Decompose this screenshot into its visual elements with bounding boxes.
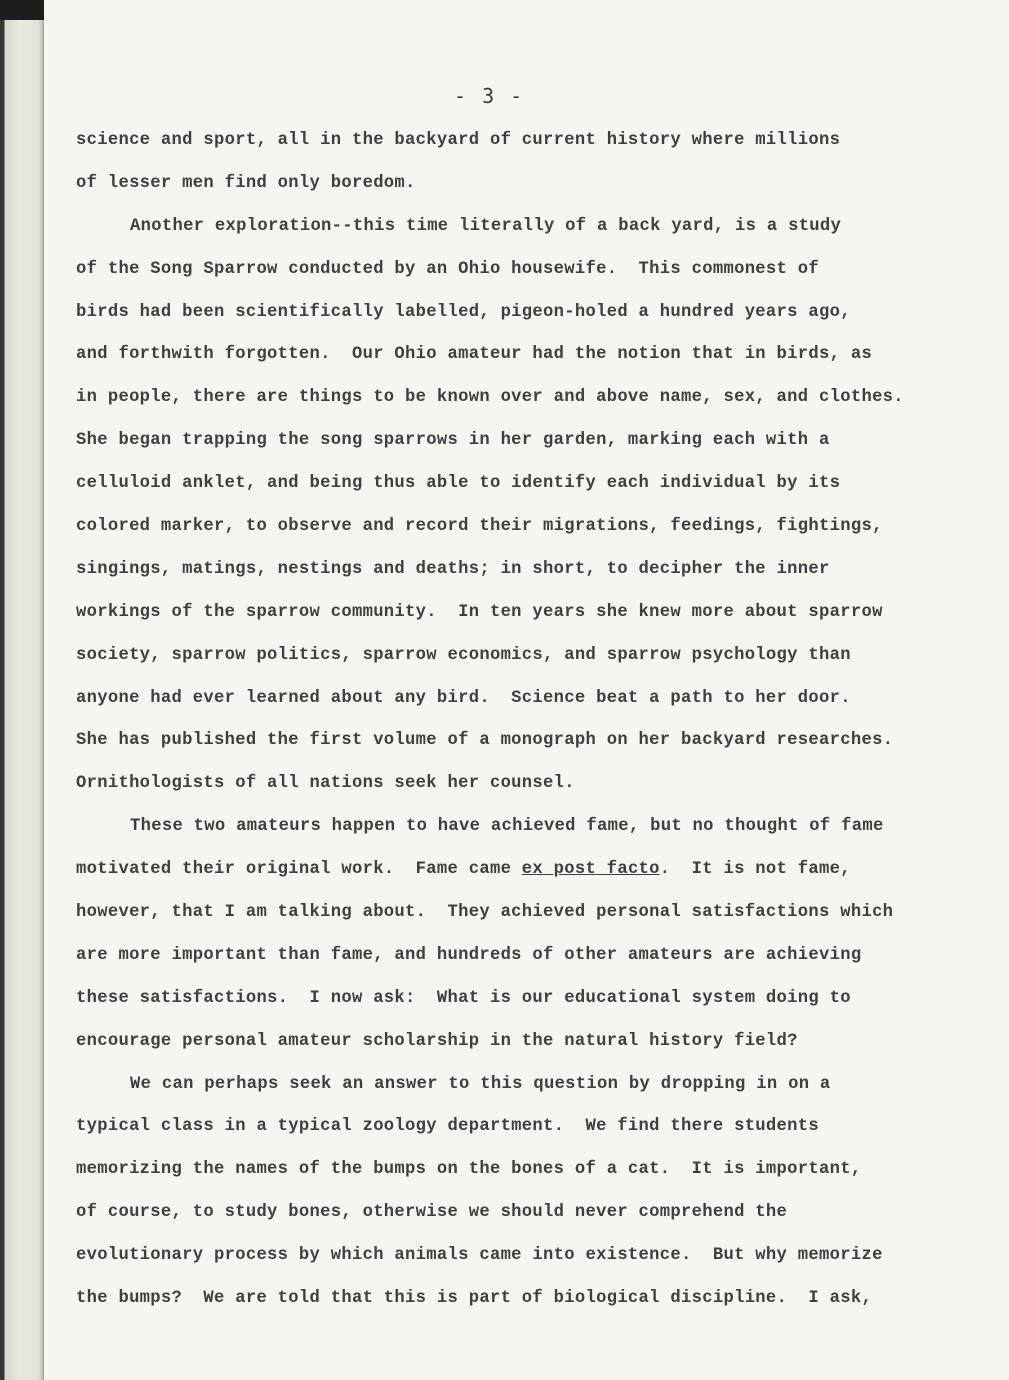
text-line: workings of the sparrow community. In ten years she knew more about sparrow <box>76 602 883 622</box>
text-line: These two amateurs happen to have achieved fame, but no thought of fame <box>130 817 884 837</box>
text-line: in people, there are things to be known over and above name, sex, and clothes. <box>76 388 904 408</box>
text-line: and forthwith forgotten. Our Ohio amateur had the notion that in birds, as <box>76 345 873 365</box>
underlined-phrase: ex post facto <box>521 860 660 880</box>
text-line: She began trapping the song sparrows in her garden, marking each with a <box>76 431 830 451</box>
text-line: however, that I am talking about. They achieved personal satisfactions which <box>76 903 894 923</box>
text-segment: . It is not fame, <box>659 860 851 880</box>
text-line: Another exploration--this time literally of a back yard, is a study <box>130 216 842 236</box>
text-line: the bumps? We are told that this is part of biological discipline. I ask, <box>76 1289 873 1309</box>
text-line: Ornithologists of all nations seek her counsel. <box>76 774 575 794</box>
text-line <box>76 849 976 892</box>
text-line: colored marker, to observe and record their migrations, feedings, fightings, <box>76 517 883 537</box>
text-line: memorizing the names of the bumps on the bones of a cat. It is important, <box>76 1160 862 1180</box>
typed-page <box>44 0 1009 1380</box>
text-line: celluloid anklet, and being thus able to identify each individual by its <box>76 474 841 494</box>
text-line: society, sparrow politics, sparrow economics, and sparrow psychology than <box>76 645 851 665</box>
text-line: We can perhaps seek an answer to this question by dropping in on a <box>130 1074 831 1094</box>
text-line: science and sport, all in the backyard of current history where millions <box>76 131 841 150</box>
text-line: singings, matings, nestings and deaths; in short, to decipher the inner <box>76 559 830 579</box>
text-line: these satisfactions. I now ask: What is our educational system doing to <box>76 988 851 1008</box>
text-line: anyone had ever learned about any bird. Science beat a path to her door. <box>76 688 851 708</box>
page-number: - 3 - <box>454 84 525 108</box>
text-line: She has published the first volume of a monograph on her backyard researches. <box>76 731 894 751</box>
text-line: of lesser men find only boredom. <box>76 173 416 193</box>
book-binding-edge <box>0 0 44 1380</box>
text-line: of course, to study bones, otherwise we should never comprehend the <box>76 1203 788 1223</box>
text-line: birds had been scientifically labelled, pigeon-holed a hundred years ago, <box>76 302 851 322</box>
text-line: evolutionary process by which animals came into existence. But why memorize <box>76 1246 883 1266</box>
text-line: of the Song Sparrow conducted by an Ohio housewife. This commonest of <box>76 259 819 279</box>
text-line: encourage personal amateur scholarship in the natural history field? <box>76 1031 798 1051</box>
text-line: typical class in a typical zoology department. We find there students <box>76 1117 819 1137</box>
text-line: are more important than fame, and hundreds of other amateurs are achieving <box>76 945 862 965</box>
body-text <box>76 120 976 1321</box>
text-segment: motivated their original work. Fame came <box>76 860 522 880</box>
